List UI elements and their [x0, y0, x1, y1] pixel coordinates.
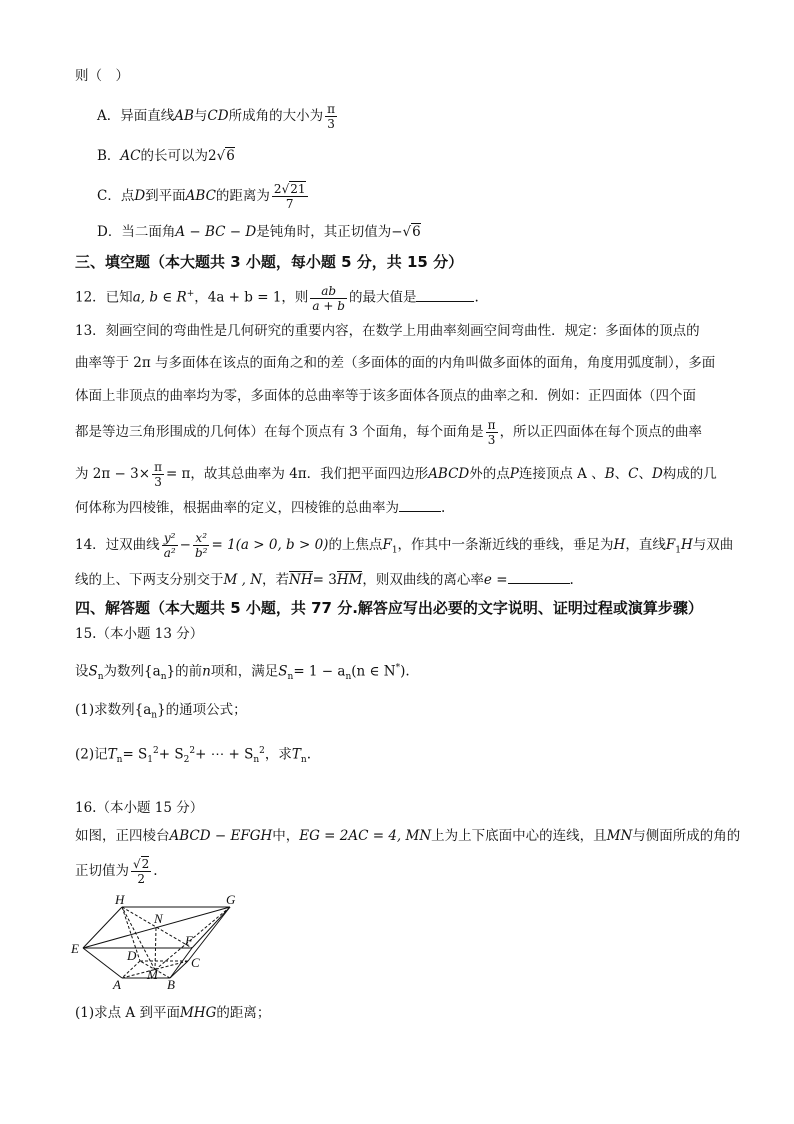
frustum-figure: [70, 893, 250, 1018]
fraction: $\frac{\pi}{3}$: [327, 102, 335, 131]
question-13-line-4: 都是等边三角形围成的几何体）在每个顶点有 3 个面角，每个面角是 $\frac{\pi}{3}$ ，所以正四面体在每个顶点的曲率: [75, 418, 703, 447]
label-f: F: [185, 933, 193, 948]
question-14-line-1: 14．过双曲线 $\frac{\text{y²}}{\text{a²}}$ − $\frac{\text{x²}}{\text{b²}}$ = 1(a > 0, b > 0)的上焦点$F_1$，作其中一条渐近线的垂线，垂足为H，直线$F_1H$与双曲: [75, 531, 734, 560]
edge-gf: [192, 907, 230, 948]
fraction: $\frac{2√21}{7}$: [273, 182, 306, 211]
answer-blank[interactable]: [508, 570, 570, 584]
question-16-line-1: 如图，正四棱台ABCD − EFGH中，EG = 2AC = 4, MN上为上下底面中心的连线，且MN与侧面所成的角的: [75, 828, 741, 844]
question-16-part-1: (1)求点 A 到平面MHG的距离；: [75, 1005, 271, 1021]
q11-option-c: C．点D到平面ABC的距离为 $\frac{2√21}{7}$: [97, 182, 306, 211]
edge-da: [122, 961, 140, 978]
question-16-heading: 16.（本小题 15 分）: [75, 800, 204, 816]
label-g: G: [226, 893, 236, 907]
question-15-statement: 设$S_n$为数列$\{a_n\}$的前n项和，满足$S_n= 1 - a_n(n$ ∈ N*).: [75, 663, 410, 683]
question-13-line-6: 何体称为四棱锥，根据曲率的定义，四棱锥的总曲率为 .: [75, 500, 446, 516]
label-b: B: [167, 977, 175, 992]
question-16-line-2: 正切值为 $\frac{√2}{2}$ .: [75, 857, 158, 886]
label-m: M: [147, 967, 158, 982]
label-d: D: [127, 948, 137, 963]
question-13-line-5: 为 2π − 3× $\frac{\pi}{3}$ = π，故其总曲率为 4π．我们把平面四边形ABCD外的点P连接顶点 A 、B、C、D构成的几: [75, 460, 717, 489]
label-c: C: [191, 955, 200, 970]
edge-eh: [83, 907, 122, 948]
answer-blank[interactable]: [416, 288, 474, 302]
q11-tail: 则（ ）: [75, 68, 129, 84]
edge-gc: [188, 907, 230, 961]
label-e: E: [71, 941, 79, 956]
q11-option-a: A．异面直线AB与CD所成角的大小为 $\frac{\pi}{3}$: [97, 102, 335, 131]
question-12: 12．已知a, b ∈ R+，4a + b = 1，则 $\frac{ab}{a + b}$ 的最大值是 .: [75, 283, 479, 313]
section-heading-solutions: 四、解答题（本大题共 5 小题，共 77 分.解答应写出必要的文字说明、证明过程或演算步骤）: [75, 599, 703, 617]
question-14-line-2: 线的上、下两支分别交于M , N，若NH= 3HM，则双曲线的离心率e = .: [75, 572, 574, 588]
question-15-part-1: (1)求数列$\{a_n\}$的通项公式；: [75, 702, 247, 721]
q11-option-b: B．AC的长可以为2√6: [97, 148, 235, 164]
question-13-line-2: 曲率等于 2π 与多面体在该点的面角之和的差（多面体的面的内角叫做多面体的面角，角度用弧度制），多面: [75, 355, 716, 371]
label-h: H: [115, 893, 125, 907]
label-n: N: [154, 911, 163, 926]
edge-ea: [83, 948, 122, 978]
answer-blank[interactable]: [399, 498, 441, 512]
segment-mn: [155, 928, 156, 970]
edge-bc: [170, 961, 188, 978]
question-13-line-1: 13．刻画空间的弯曲性是几何研究的重要内容，在数学上用曲率刻画空间弯曲性．规定：多面体的顶点的: [75, 323, 700, 339]
question-15-heading: 15.（本小题 13 分）: [75, 626, 204, 642]
question-15-part-2: (2)记$T_n= S_1^2+ S_2^2+$ ⋯ + $S_n^2$，求$T_n$.: [75, 746, 311, 766]
question-13-line-3: 体面上非顶点的曲率均为零，多面体的总曲率等于该多面体各顶点的曲率之和．例如：正四面体（四个面: [75, 388, 696, 404]
section-heading-fill-blank: 三、填空题（本大题共 3 小题，每小题 5 分，共 15 分）: [75, 253, 464, 271]
label-a: A: [113, 977, 121, 992]
q11-option-d: D．当二面角A − BC − D是钝角时，其正切值为−√6: [97, 224, 421, 240]
